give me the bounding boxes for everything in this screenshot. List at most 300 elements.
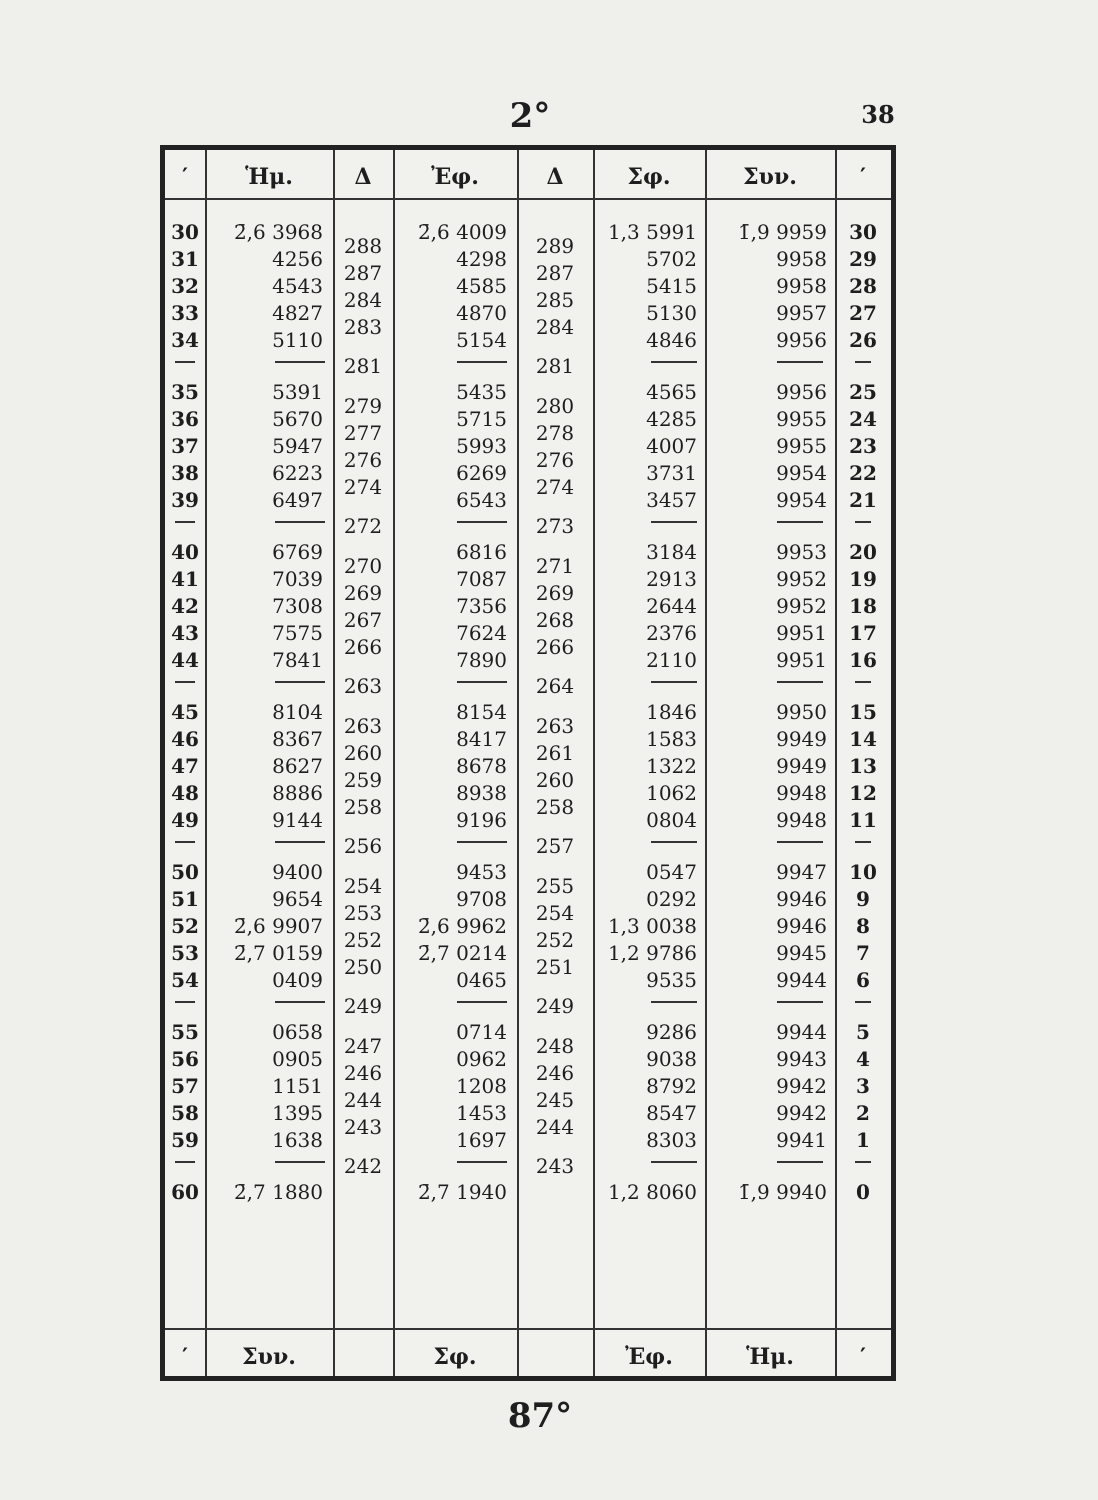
eph-value: 9453 xyxy=(456,860,507,884)
eph-value: 2̄,6 4009 xyxy=(417,220,507,244)
syn-value: 9955 xyxy=(776,434,827,458)
eph-value: 2̄,7 1940 xyxy=(417,1180,507,1204)
eph-value: 5435 xyxy=(456,380,507,404)
minute-cell: 59 xyxy=(171,1128,199,1152)
hm-value: 6223 xyxy=(272,461,323,485)
minute-cell: 52 xyxy=(171,914,199,938)
syn-value: 9957 xyxy=(776,301,827,325)
delta-2-value: 254 xyxy=(535,900,575,925)
eph-value: 8678 xyxy=(456,754,507,778)
delta-2-value: 287 xyxy=(535,260,575,285)
hm-value: 5391 xyxy=(272,380,323,404)
eph-value: 7624 xyxy=(456,621,507,645)
eph-value: 6816 xyxy=(456,540,507,564)
delta-1-value: 244 xyxy=(343,1087,383,1112)
eph-value: 1208 xyxy=(456,1074,507,1098)
eph-value: 5993 xyxy=(456,434,507,458)
group-separator xyxy=(457,521,507,523)
sph-value: 2110 xyxy=(646,648,697,672)
minute-cell: 35 xyxy=(171,380,199,404)
delta-2-value: 273 xyxy=(535,514,575,538)
group-separator xyxy=(275,1001,325,1003)
group-separator xyxy=(275,681,325,683)
delta-2-value: 246 xyxy=(535,1060,575,1085)
minute-cell: 42 xyxy=(171,594,199,618)
delta-2-value: 258 xyxy=(535,794,575,819)
minute-right-cell: 12 xyxy=(849,781,877,805)
minute-right-cell: 0 xyxy=(856,1180,870,1204)
minute-right-cell: 11 xyxy=(849,808,877,832)
minute-right-cell: 10 xyxy=(849,860,877,884)
syn-value: 9958 xyxy=(776,247,827,271)
hm-value: 0409 xyxy=(272,968,323,992)
minute-cell: 49 xyxy=(171,808,199,832)
group-separator xyxy=(777,361,823,363)
log-table xyxy=(160,145,896,1381)
syn-value: 9954 xyxy=(776,461,827,485)
minute-right-cell: 15 xyxy=(849,700,877,724)
minute-right-cell: 13 xyxy=(849,754,877,778)
header-delta-2: Δ xyxy=(546,164,564,190)
group-separator xyxy=(175,841,195,843)
eph-value: 7087 xyxy=(456,567,507,591)
group-separator xyxy=(275,1161,325,1163)
delta-2-value: 276 xyxy=(535,447,575,472)
footer-minute-right: ′ xyxy=(860,1344,866,1370)
syn-value: 1̄,9 9959 xyxy=(737,220,827,244)
hm-value: 1151 xyxy=(272,1074,323,1098)
syn-value: 9953 xyxy=(776,540,827,564)
sph-value: 9535 xyxy=(646,968,697,992)
delta-2-value: 266 xyxy=(535,634,575,659)
minute-cell: 30 xyxy=(171,220,199,244)
minute-right-cell: 26 xyxy=(849,328,877,352)
eph-value: 6543 xyxy=(456,488,507,512)
minute-right-cell: 8 xyxy=(856,914,870,938)
delta-2-value: 269 xyxy=(535,580,575,605)
syn-value: 9951 xyxy=(776,648,827,672)
delta-1-value: 260 xyxy=(343,740,383,765)
delta-2-value: 264 xyxy=(535,674,575,698)
sph-value: 0292 xyxy=(646,887,697,911)
minute-right-cell: 2 xyxy=(856,1101,870,1125)
eph-value: 8154 xyxy=(456,700,507,724)
group-separator xyxy=(175,681,195,683)
minute-cell: 34 xyxy=(171,328,199,352)
group-separator xyxy=(651,521,697,523)
syn-value: 9949 xyxy=(776,727,827,751)
delta-1-value: 243 xyxy=(343,1114,383,1139)
sph-value: 5702 xyxy=(646,247,697,271)
hm-value: 7575 xyxy=(272,621,323,645)
syn-value: 9948 xyxy=(776,781,827,805)
delta-2-value: 271 xyxy=(535,553,575,578)
minute-cell: 55 xyxy=(171,1020,199,1044)
hm-value: 7308 xyxy=(272,594,323,618)
group-separator xyxy=(457,681,507,683)
hm-value: 2̄,7 1880 xyxy=(233,1180,323,1204)
minute-cell: 58 xyxy=(171,1101,199,1125)
hm-value: 1638 xyxy=(272,1128,323,1152)
minute-cell: 33 xyxy=(171,301,199,325)
sph-value: 1,2 9786 xyxy=(607,941,697,965)
syn-value: 9944 xyxy=(776,1020,827,1044)
minute-cell: 43 xyxy=(171,621,199,645)
group-separator xyxy=(855,1161,871,1163)
sph-value: 9286 xyxy=(646,1020,697,1044)
hm-value: 7841 xyxy=(272,648,323,672)
footer-syn: Συν. xyxy=(242,1344,296,1370)
delta-1-value: 249 xyxy=(343,994,383,1018)
header-minute: ′ xyxy=(182,164,188,190)
header-syn: Συν. xyxy=(743,164,797,190)
eph-value: 9196 xyxy=(456,808,507,832)
group-separator xyxy=(275,841,325,843)
group-separator xyxy=(855,521,871,523)
header-minute-right: ′ xyxy=(860,164,866,190)
minute-cell: 54 xyxy=(171,968,199,992)
delta-2-value: 252 xyxy=(535,927,575,952)
minute-right-cell: 23 xyxy=(849,434,877,458)
delta-1-value: 281 xyxy=(343,354,383,378)
minute-right-cell: 25 xyxy=(849,380,877,404)
syn-value: 9944 xyxy=(776,968,827,992)
hm-value: 6497 xyxy=(272,488,323,512)
hm-value: 0905 xyxy=(272,1047,323,1071)
delta-2-value: 260 xyxy=(535,767,575,792)
minute-right-cell: 6 xyxy=(856,968,870,992)
eph-value: 8938 xyxy=(456,781,507,805)
eph-value: 7356 xyxy=(456,594,507,618)
header-rule-top xyxy=(165,198,891,200)
minute-cell: 50 xyxy=(171,860,199,884)
minute-cell: 57 xyxy=(171,1074,199,1098)
syn-value: 9954 xyxy=(776,488,827,512)
hm-value: 9654 xyxy=(272,887,323,911)
sph-value: 1322 xyxy=(646,754,697,778)
delta-1-value: 270 xyxy=(343,553,383,578)
sph-value: 1583 xyxy=(646,727,697,751)
syn-value: 9945 xyxy=(776,941,827,965)
syn-value: 9946 xyxy=(776,887,827,911)
group-separator xyxy=(777,1001,823,1003)
delta-2-value: 285 xyxy=(535,287,575,312)
eph-value: 0714 xyxy=(456,1020,507,1044)
delta-1-value: 250 xyxy=(343,954,383,979)
page-number: 38 xyxy=(861,100,895,129)
delta-1-value: 274 xyxy=(343,474,383,499)
sph-value: 0547 xyxy=(646,860,697,884)
group-separator xyxy=(777,1161,823,1163)
delta-1-value: 242 xyxy=(343,1154,383,1178)
syn-value: 9942 xyxy=(776,1101,827,1125)
delta-1-value: 258 xyxy=(343,794,383,819)
group-separator xyxy=(777,841,823,843)
syn-value: 9956 xyxy=(776,328,827,352)
hm-value: 9400 xyxy=(272,860,323,884)
eph-value: 4870 xyxy=(456,301,507,325)
delta-1-value: 279 xyxy=(343,393,383,418)
group-separator xyxy=(275,361,325,363)
delta-2-value: 268 xyxy=(535,607,575,632)
sph-value: 3184 xyxy=(646,540,697,564)
minute-right-cell: 14 xyxy=(849,727,877,751)
delta-1-value: 269 xyxy=(343,580,383,605)
minute-right-cell: 18 xyxy=(849,594,877,618)
header-hm: Ἡμ. xyxy=(245,164,293,190)
minute-cell: 41 xyxy=(171,567,199,591)
syn-value: 9941 xyxy=(776,1128,827,1152)
hm-value: 0658 xyxy=(272,1020,323,1044)
syn-value: 9956 xyxy=(776,380,827,404)
group-separator xyxy=(457,1001,507,1003)
delta-1-value: 247 xyxy=(343,1033,383,1058)
sph-value: 1,3 5991 xyxy=(607,220,697,244)
minute-right-cell: 21 xyxy=(849,488,877,512)
syn-value: 9942 xyxy=(776,1074,827,1098)
group-separator xyxy=(651,681,697,683)
delta-1-value: 284 xyxy=(343,287,383,312)
sph-value: 1,2 8060 xyxy=(607,1180,697,1204)
eph-value: 7890 xyxy=(456,648,507,672)
hm-value: 4827 xyxy=(272,301,323,325)
group-separator xyxy=(175,1001,195,1003)
group-separator xyxy=(457,361,507,363)
group-separator xyxy=(855,361,871,363)
delta-1-value: 287 xyxy=(343,260,383,285)
eph-value: 5715 xyxy=(456,407,507,431)
header-delta-1: Δ xyxy=(354,164,372,190)
group-separator xyxy=(855,681,871,683)
sph-value: 1846 xyxy=(646,700,697,724)
header-rule-bottom xyxy=(165,1328,891,1330)
eph-value: 5154 xyxy=(456,328,507,352)
hm-value: 8367 xyxy=(272,727,323,751)
sph-value: 8792 xyxy=(646,1074,697,1098)
minute-cell: 53 xyxy=(171,941,199,965)
minute-cell: 37 xyxy=(171,434,199,458)
delta-2-value: 261 xyxy=(535,740,575,765)
sph-value: 0804 xyxy=(646,808,697,832)
delta-1-value: 246 xyxy=(343,1060,383,1085)
minute-right-cell: 9 xyxy=(856,887,870,911)
group-separator xyxy=(175,361,195,363)
minute-right-cell: 28 xyxy=(849,274,877,298)
sph-value: 3457 xyxy=(646,488,697,512)
hm-value: 1395 xyxy=(272,1101,323,1125)
sph-value: 3731 xyxy=(646,461,697,485)
group-separator xyxy=(175,1161,195,1163)
minute-cell: 32 xyxy=(171,274,199,298)
eph-value: 0465 xyxy=(456,968,507,992)
eph-value: 2̄,6 9962 xyxy=(417,914,507,938)
minute-cell: 48 xyxy=(171,781,199,805)
delta-2-value: 244 xyxy=(535,1114,575,1139)
delta-1-value: 283 xyxy=(343,314,383,339)
minute-right-cell: 24 xyxy=(849,407,877,431)
hm-value: 9144 xyxy=(272,808,323,832)
delta-1-value: 259 xyxy=(343,767,383,792)
sph-value: 2376 xyxy=(646,621,697,645)
eph-value: 1453 xyxy=(456,1101,507,1125)
minute-cell: 39 xyxy=(171,488,199,512)
delta-2-value: 280 xyxy=(535,393,575,418)
header-sph: Σφ. xyxy=(627,164,671,190)
eph-value: 9708 xyxy=(456,887,507,911)
column-divider xyxy=(705,150,707,1376)
delta-2-value: 243 xyxy=(535,1154,575,1178)
delta-2-value: 249 xyxy=(535,994,575,1018)
group-separator xyxy=(457,841,507,843)
delta-2-value: 289 xyxy=(535,233,575,258)
minute-right-cell: 3 xyxy=(856,1074,870,1098)
sph-value: 5415 xyxy=(646,274,697,298)
group-separator xyxy=(651,1161,697,1163)
group-separator xyxy=(457,1161,507,1163)
eph-value: 6269 xyxy=(456,461,507,485)
minute-cell: 40 xyxy=(171,540,199,564)
syn-value: 9952 xyxy=(776,567,827,591)
eph-value: 4298 xyxy=(456,247,507,271)
footer-hm: Ἡμ. xyxy=(746,1344,794,1370)
delta-1-value: 252 xyxy=(343,927,383,952)
delta-2-value: 281 xyxy=(535,354,575,378)
top-degree-label: 2° xyxy=(509,96,551,136)
hm-value: 5670 xyxy=(272,407,323,431)
minute-right-cell: 17 xyxy=(849,621,877,645)
syn-value: 1̄,9 9940 xyxy=(737,1180,827,1204)
delta-2-value: 263 xyxy=(535,713,575,738)
delta-1-value: 254 xyxy=(343,873,383,898)
minute-right-cell: 19 xyxy=(849,567,877,591)
syn-value: 9948 xyxy=(776,808,827,832)
syn-value: 9951 xyxy=(776,621,827,645)
minute-cell: 44 xyxy=(171,648,199,672)
delta-1-value: 288 xyxy=(343,233,383,258)
hm-value: 7039 xyxy=(272,567,323,591)
hm-value: 5947 xyxy=(272,434,323,458)
syn-value: 9946 xyxy=(776,914,827,938)
delta-2-value: 284 xyxy=(535,314,575,339)
minute-cell: 47 xyxy=(171,754,199,778)
footer-minute: ′ xyxy=(182,1344,188,1370)
delta-1-value: 263 xyxy=(343,674,383,698)
syn-value: 9943 xyxy=(776,1047,827,1071)
group-separator xyxy=(855,841,871,843)
minute-right-cell: 27 xyxy=(849,301,877,325)
minute-right-cell: 29 xyxy=(849,247,877,271)
header-eph: Ἐφ. xyxy=(431,164,479,190)
minute-cell: 31 xyxy=(171,247,199,271)
delta-1-value: 256 xyxy=(343,834,383,858)
bottom-degree-label: 87° xyxy=(507,1396,573,1436)
minute-cell: 60 xyxy=(171,1180,199,1204)
delta-1-value: 276 xyxy=(343,447,383,472)
sph-value: 4846 xyxy=(646,328,697,352)
syn-value: 9955 xyxy=(776,407,827,431)
group-separator xyxy=(777,681,823,683)
delta-2-value: 255 xyxy=(535,873,575,898)
delta-2-value: 274 xyxy=(535,474,575,499)
sph-value: 8547 xyxy=(646,1101,697,1125)
delta-1-value: 277 xyxy=(343,420,383,445)
delta-2-value: 248 xyxy=(535,1033,575,1058)
hm-value: 4543 xyxy=(272,274,323,298)
sph-value: 2913 xyxy=(646,567,697,591)
syn-value: 9958 xyxy=(776,274,827,298)
syn-value: 9949 xyxy=(776,754,827,778)
hm-value: 5110 xyxy=(272,328,323,352)
eph-value: 2̄,7 0214 xyxy=(417,941,507,965)
footer-sph: Σφ. xyxy=(433,1344,477,1370)
minute-right-cell: 5 xyxy=(856,1020,870,1044)
delta-2-value: 278 xyxy=(535,420,575,445)
minute-right-cell: 30 xyxy=(849,220,877,244)
hm-value: 2̄,6 3968 xyxy=(233,220,323,244)
delta-1-value: 263 xyxy=(343,713,383,738)
minute-right-cell: 22 xyxy=(849,461,877,485)
sph-value: 9038 xyxy=(646,1047,697,1071)
hm-value: 8627 xyxy=(272,754,323,778)
delta-1-value: 267 xyxy=(343,607,383,632)
sph-value: 5130 xyxy=(646,301,697,325)
hm-value: 8104 xyxy=(272,700,323,724)
group-separator xyxy=(777,521,823,523)
minute-cell: 46 xyxy=(171,727,199,751)
sph-value: 4007 xyxy=(646,434,697,458)
syn-value: 9952 xyxy=(776,594,827,618)
group-separator xyxy=(651,1001,697,1003)
delta-2-value: 251 xyxy=(535,954,575,979)
syn-value: 9947 xyxy=(776,860,827,884)
hm-value: 4256 xyxy=(272,247,323,271)
delta-1-value: 272 xyxy=(343,514,383,538)
minute-right-cell: 4 xyxy=(856,1047,870,1071)
group-separator xyxy=(275,521,325,523)
group-separator xyxy=(651,841,697,843)
minute-cell: 38 xyxy=(171,461,199,485)
minute-right-cell: 16 xyxy=(849,648,877,672)
minute-right-cell: 1 xyxy=(856,1128,870,1152)
syn-value: 9950 xyxy=(776,700,827,724)
minute-right-cell: 7 xyxy=(856,941,870,965)
delta-2-value: 257 xyxy=(535,834,575,858)
sph-value: 1062 xyxy=(646,781,697,805)
group-separator xyxy=(855,1001,871,1003)
delta-1-value: 253 xyxy=(343,900,383,925)
sph-value: 1,3 0038 xyxy=(607,914,697,938)
minute-cell: 36 xyxy=(171,407,199,431)
hm-value: 6769 xyxy=(272,540,323,564)
delta-2-value: 245 xyxy=(535,1087,575,1112)
minute-cell: 45 xyxy=(171,700,199,724)
delta-1-value: 266 xyxy=(343,634,383,659)
minute-cell: 56 xyxy=(171,1047,199,1071)
footer-eph: Ἐφ. xyxy=(625,1344,673,1370)
eph-value: 1697 xyxy=(456,1128,507,1152)
group-separator xyxy=(651,361,697,363)
eph-value: 0962 xyxy=(456,1047,507,1071)
sph-value: 4285 xyxy=(646,407,697,431)
minute-cell: 51 xyxy=(171,887,199,911)
hm-value: 8886 xyxy=(272,781,323,805)
sph-value: 2644 xyxy=(646,594,697,618)
eph-value: 8417 xyxy=(456,727,507,751)
hm-value: 2̄,6 9907 xyxy=(233,914,323,938)
minute-right-cell: 20 xyxy=(849,540,877,564)
sph-value: 8303 xyxy=(646,1128,697,1152)
eph-value: 4585 xyxy=(456,274,507,298)
